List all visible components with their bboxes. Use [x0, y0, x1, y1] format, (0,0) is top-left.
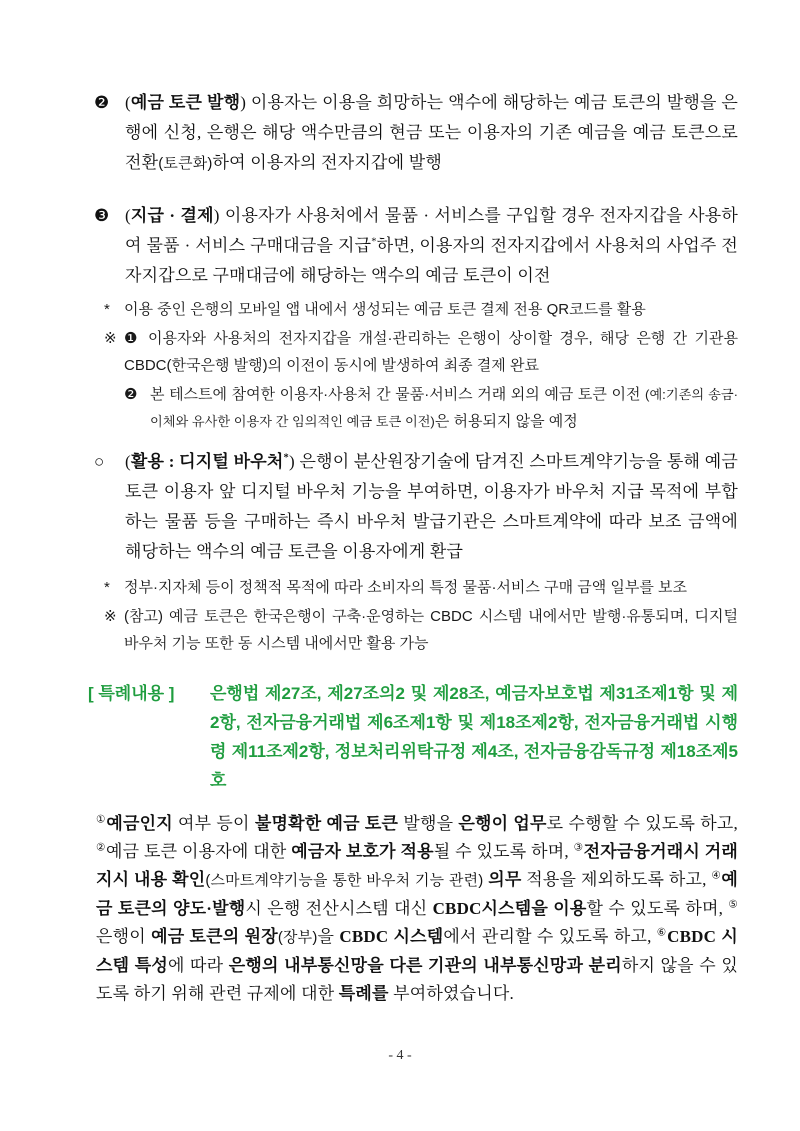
para-token-issuance [88, 88, 738, 179]
footnote-government-subsidy-text: 정부·지자체 등이 정책적 목적에 따라 소비자의 특정 물품·서비스 구매 금액 일부를 보조 [124, 579, 687, 596]
circled-2-marker: ❷ [94, 93, 110, 112]
special-provisions-text: 은행법 제27조, 제27조의2 및 제28조, 예금자보호법 제31조제1항 및 제2항, 전자금융거래법 제6조제1항 및 제18조제2항, 전자금융거래법 시행령 제11조제2항, 정보처리위탁규정 제4조, 전자금융감독규정 제18조제5호 [210, 684, 738, 790]
reference-mark: ※ [104, 330, 117, 347]
asterisk-marker: * [104, 301, 110, 318]
para-regulatory-exemptions: ①예금인지 여부 등이 불명확한 예금 토큰 발행을 은행이 업무로 수행할 수 있도록 하고, ②예금 토큰 이용자에 대한 예금자 보호가 적용될 수 있도록 하며, ③전자금융거래시 거래지시 내용 확인(스마트계약기능을 통한 바우처 기능 관련) 의무 적용을 제외하도록 하고, ④예금 토큰의 양도·발행시 은행 전산시스템 대신 CBDC시스템을 이용할 수 있도록 하며, ⑤은행이 예금 토큰의 원장(장부)을 CBDC 시스템에서 관리할 수 있도록 하고, ⑥CBDC 시스템 특성에 따라 은행의 내부통신망을 다른 기관의 내부통신망과 분리하지 않을 수 있도록 하기 위해 관련 규제에 대한 특례를 부여하였습니다. [96, 814, 738, 1003]
circled-3-marker: ❸ [94, 206, 110, 225]
circle-bullet-marker: ○ [94, 452, 105, 471]
para-digital-voucher [88, 447, 738, 567]
special-provisions-block [88, 679, 738, 795]
asterisk-marker: * [104, 579, 110, 596]
para-payment-settlement [88, 201, 738, 291]
special-provisions-label: [ 특례내용 ] [88, 684, 175, 703]
footnote-cbdc-system-reference-text: (참고) 예금 토큰은 한국은행이 구축·운영하는 CBDC 시스템 내에서만 발행·유통되며, 디지털 바우처 기능 또한 동 시스템 내에서만 활용 가능 [124, 608, 738, 652]
footnote-government-subsidy [104, 574, 738, 601]
footnote-qr-code-text: 이용 중인 은행의 모바일 앱 내에서 생성되는 예금 토큰 결제 전용 QR코드를 활용 [124, 301, 646, 318]
para-token-issuance-text: (예금 토큰 발행) 이용자는 이용을 희망하는 액수에 해당하는 예금 토큰의 발행을 은행에 신청, 은행은 해당 액수만큼의 현금 또는 이용자의 기존 예금을 예금 토큰으로 전환(토큰화)하여 이용자의 전자지갑에 발행 [125, 93, 738, 172]
footnote-transfer-restriction-text: 본 테스트에 참여한 이용자·사용처 간 물품·서비스 거래 외의 예금 토큰 이전 (예:기존의 송금·이체와 유사한 이용자 간 임의적인 예금 토큰 이전)은 허용되지 않을 예정 [150, 386, 739, 430]
circled-2-black-marker: ❷ [124, 386, 138, 403]
footnote-transfer-restriction [124, 381, 738, 435]
page-number: - 4 - [388, 1048, 412, 1063]
reference-mark: ※ [104, 608, 117, 625]
footnote-cbdc-system-reference [104, 603, 738, 657]
footnote-interbank-cbdc [104, 325, 738, 379]
para-payment-settlement-text: (지급 · 결제) 이용자가 사용처에서 물품 · 서비스를 구입할 경우 전자지갑을 사용하여 물품 · 서비스 구매대금을 지급*하면, 이용자의 전자지갑에서 사용처의 사업주 전자지갑으로 구매대금에 해당하는 액수의 예금 토큰이 이전 [125, 206, 739, 285]
footnote-interbank-cbdc-text: ❶ 이용자와 사용처의 전자지갑을 개설·관리하는 은행이 상이할 경우, 해당 은행 간 기관용 CBDC(한국은행 발행)의 이전이 동시에 발생하여 최종 결제 완료 [124, 330, 738, 374]
footnote-qr-code [104, 296, 738, 323]
para-digital-voucher-text: (활용 : 디지털 바우처*) 은행이 분산원장기술에 담겨진 스마트계약기능을 통해 예금 토큰 이용자 앞 디지털 바우처 기능을 부여하면, 이용자가 바우처 지급 목적에 부합하는 물품 등을 구매하는 즉시 바우처 발급기관은 스마트계약에 따라 보조 금액에 해당하는 액수의 예금 토큰을 이용자에게 환급 [125, 452, 738, 561]
